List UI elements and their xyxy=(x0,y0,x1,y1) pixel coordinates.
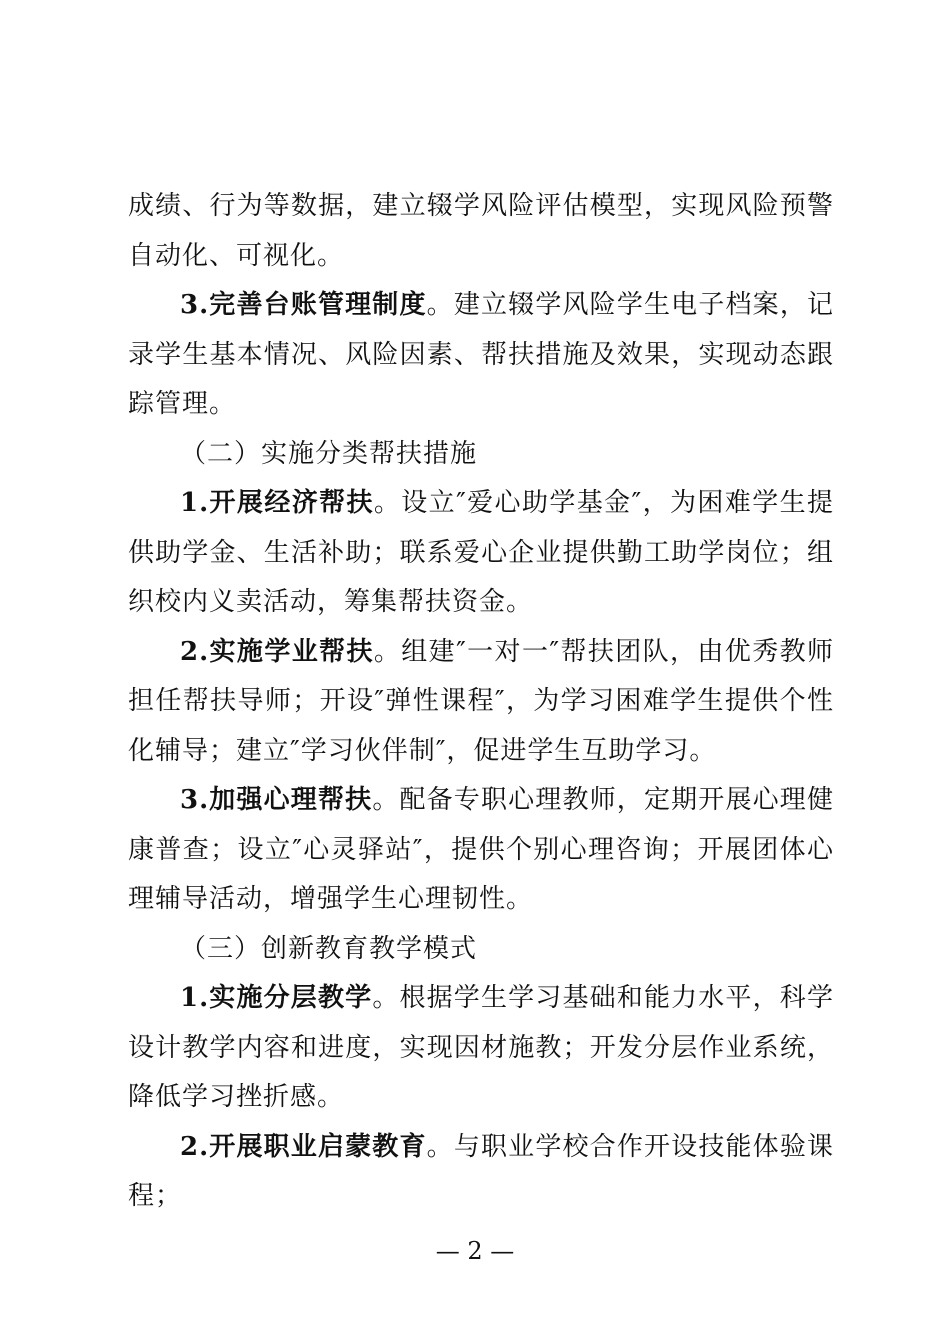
paragraph-lead: 2.实施学业帮扶 xyxy=(180,636,374,667)
paragraph-economic-aid xyxy=(128,479,834,628)
paragraph-text: 。配备专职心理教师，定期开展心理健康普查；设立″心灵驿站″，提供个别心理咨询；开展团体心理辅导活动，增强学生心理韧性。 xyxy=(128,785,834,914)
paragraph-text: 。组建″一对一″帮扶团队，由优秀教师担任帮扶导师；开设″弹性课程″，为学习困难学生提供个性化辅导；建立″学习伙伴制″，促进学生互助学习。 xyxy=(128,636,834,766)
paragraph-ledger-management xyxy=(128,281,834,430)
paragraph-academic-aid xyxy=(128,628,834,777)
paragraph-psychological-aid xyxy=(128,776,834,925)
document-body xyxy=(128,182,834,1222)
paragraph-lead: 1.实施分层教学 xyxy=(180,983,373,1013)
paragraph-text: 。根据学生学习基础和能力水平，科学设计教学内容和进度，实现因材施教；开发分层作业系统，降低学习挫折感。 xyxy=(128,983,834,1112)
paragraph-lead: 2.开展职业启蒙教育 xyxy=(180,1131,427,1162)
paragraph-text: 。设立″爱心助学基金″，为困难学生提供助学金、生活补助；联系爱心企业提供勤工助学岗位；组织校内义卖活动，筹集帮扶资金。 xyxy=(128,488,834,617)
section-heading-2: （二）实施分类帮扶措施 xyxy=(180,438,478,469)
paragraph-career-education xyxy=(128,1123,834,1222)
paragraph-text: 成绩、行为等数据，建立辍学风险评估模型，实现风险预警自动化、可视化。 xyxy=(128,191,834,271)
paragraph-tiered-teaching xyxy=(128,974,834,1123)
section-heading-3: （三）创新教育教学模式 xyxy=(180,933,478,964)
paragraph-lead: 3.加强心理帮扶 xyxy=(180,785,373,815)
paragraph-lead: 1.开展经济帮扶 xyxy=(180,488,374,518)
page-number: — 2 — xyxy=(435,1237,515,1265)
paragraph-lead: 3.完善台账管理制度 xyxy=(180,290,427,320)
paragraph-text: 。建立辍学风险学生电子档案，记录学生基本情况、风险因素、帮扶措施及效果，实现动态跟踪管理。 xyxy=(128,290,834,419)
paragraph-text: 。与职业学校合作开设技能体验课程； xyxy=(128,1131,834,1211)
paragraph-continuation xyxy=(128,182,834,281)
